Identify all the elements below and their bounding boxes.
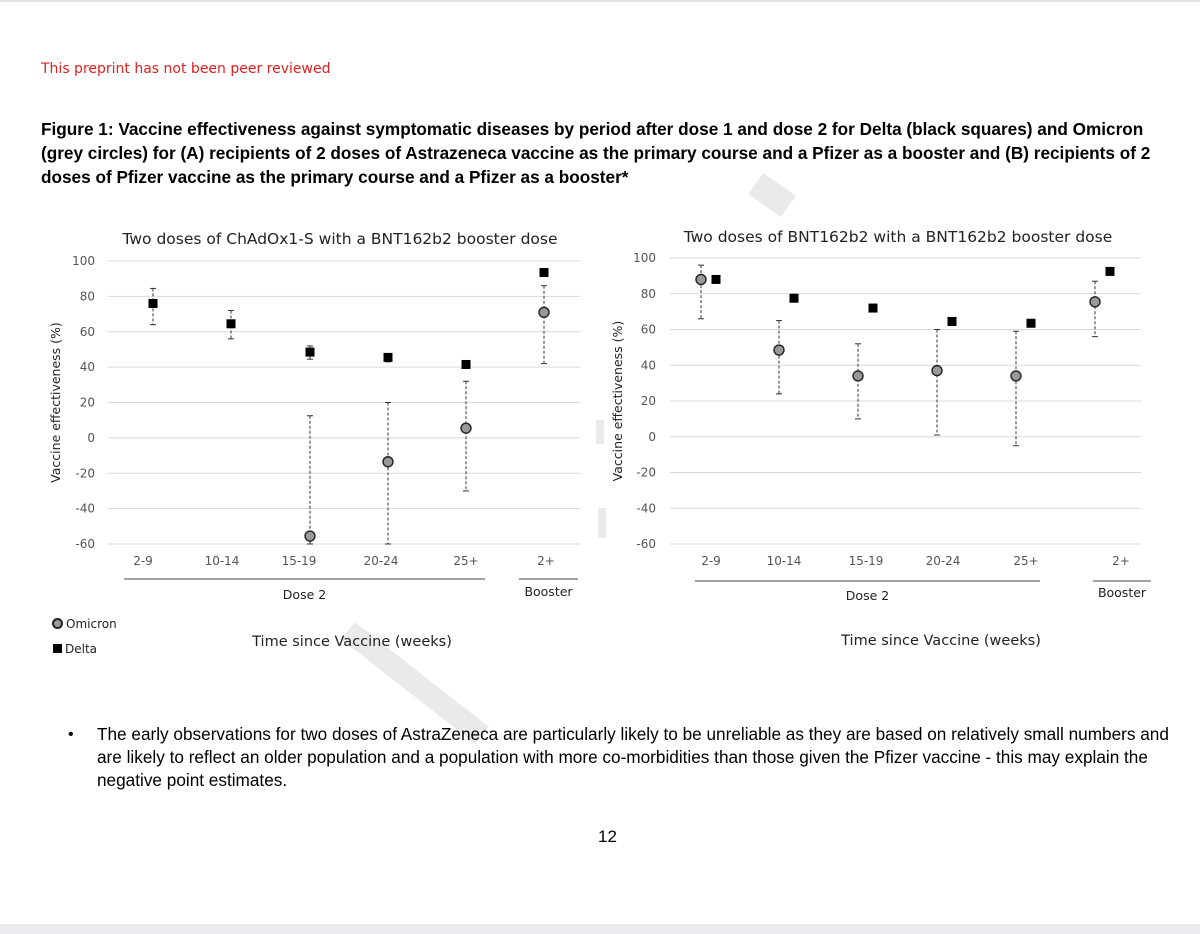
group-label-dose2: Dose 2 (845, 588, 890, 603)
delta-point (227, 319, 236, 328)
legend-item-delta (52, 636, 117, 661)
x-tick-label: 10-14 (766, 554, 802, 568)
y-axis-label: Vaccine effectiveness (%) (48, 322, 63, 483)
note-text: The early observations for two doses of AstraZeneca are particularly likely to be unreliable as they are based on relatively small numbers and are likely to reflect an older population and a population with more co-morbidities than those given the Pfizer vaccine - this may explain the negative point estimates. (97, 724, 1169, 790)
bottom-border (0, 924, 1200, 934)
y-tick-label: 0 (87, 430, 95, 445)
omicron-point (932, 366, 942, 376)
y-tick-label: 80 (79, 289, 95, 304)
y-tick-label: 100 (72, 254, 95, 268)
y-tick-label: -40 (75, 501, 95, 516)
delta-point (1027, 319, 1036, 328)
y-tick-label: -40 (636, 501, 656, 516)
x-axis-label: Time since Vaccine (weeks) (252, 634, 452, 650)
y-tick-label: 60 (79, 324, 95, 339)
chart-title: Two doses of BNT162b2 with a BNT162b2 booster dose (683, 228, 1113, 246)
omicron-point (853, 371, 863, 381)
x-tick-label: 20-24 (363, 554, 399, 568)
omicron-circle-icon (52, 618, 63, 629)
x-tick-label: 20-24 (925, 554, 961, 568)
delta-point (306, 348, 315, 357)
legend-label-delta: Delta (65, 641, 98, 656)
page-number: 12 (598, 827, 617, 846)
preprint-notice: This preprint has not been peer reviewed (41, 61, 331, 77)
notes-list (68, 723, 1178, 792)
omicron-point (461, 423, 471, 433)
delta-point (1106, 267, 1115, 276)
omicron-point (383, 457, 393, 467)
delta-point (540, 268, 549, 277)
y-tick-label: 40 (79, 360, 95, 375)
omicron-point (696, 274, 706, 284)
delta-point (869, 304, 878, 313)
y-tick-label: -60 (75, 537, 95, 551)
y-tick-label: 100 (633, 251, 656, 265)
x-tick-label: 15-19 (281, 554, 317, 568)
y-axis-label: Vaccine effectiveness (%) (610, 320, 625, 482)
note-item (68, 723, 1178, 792)
bullet-icon: • (68, 726, 74, 743)
y-tick-label: 0 (648, 429, 656, 444)
delta-point (948, 317, 957, 326)
figure-charts (0, 215, 1200, 665)
x-tick-label: 25+ (453, 554, 479, 568)
delta-point (790, 294, 799, 303)
y-tick-label: 20 (79, 395, 95, 410)
x-axis-label: Time since Vaccine (weeks) (841, 633, 1041, 649)
omicron-point (774, 345, 784, 355)
x-tick-label: 2-9 (701, 554, 721, 568)
top-border (0, 0, 1200, 2)
y-tick-label: 20 (640, 394, 656, 408)
delta-point (712, 275, 721, 284)
figure-caption: Figure 1: Vaccine effectiveness against symptomatic diseases by period after dose 1 and dose 2 for Delta (black squares) and Omicron (grey circles) for (A) recipients of 2 doses of Astrazeneca vaccine as the primary course and a Pfizer as a booster and (B) recipients of 2 doses of Pfizer vaccine as the primary course and a Pfizer as a booster* (41, 119, 1151, 187)
y-tick-label: -20 (75, 466, 95, 481)
omicron-point (305, 531, 315, 541)
group-label-booster: Booster (1097, 585, 1147, 600)
x-tick-label: 2+ (537, 554, 555, 568)
delta-point (149, 299, 158, 308)
x-tick-label: 10-14 (204, 554, 240, 568)
x-tick-label: 25+ (1013, 554, 1039, 568)
chart-title: Two doses of ChAdOx1-S with a BNT162b2 booster dose (122, 230, 558, 248)
y-tick-label: -20 (636, 465, 656, 480)
legend-item-omicron (52, 611, 117, 636)
y-tick-label: 80 (640, 286, 656, 301)
omicron-point (539, 307, 549, 317)
x-tick-label: 2-9 (133, 554, 153, 568)
group-label-booster: Booster (524, 584, 573, 599)
omicron-point (1011, 371, 1021, 381)
group-label-dose2: Dose 2 (282, 587, 327, 602)
chart-pfizer-booster (610, 228, 1151, 649)
y-tick-label: 60 (640, 322, 656, 337)
chart-astrazeneca-booster (48, 230, 580, 650)
omicron-point (1090, 297, 1100, 307)
delta-square-icon (53, 644, 62, 653)
y-tick-label: 40 (640, 358, 656, 373)
delta-point (462, 360, 471, 369)
legend (52, 611, 117, 661)
legend-label-omicron: Omicron (66, 616, 117, 631)
delta-point (384, 353, 393, 362)
x-tick-label: 2+ (1112, 554, 1130, 568)
y-tick-label: -60 (636, 537, 656, 551)
x-tick-label: 15-19 (848, 554, 884, 568)
